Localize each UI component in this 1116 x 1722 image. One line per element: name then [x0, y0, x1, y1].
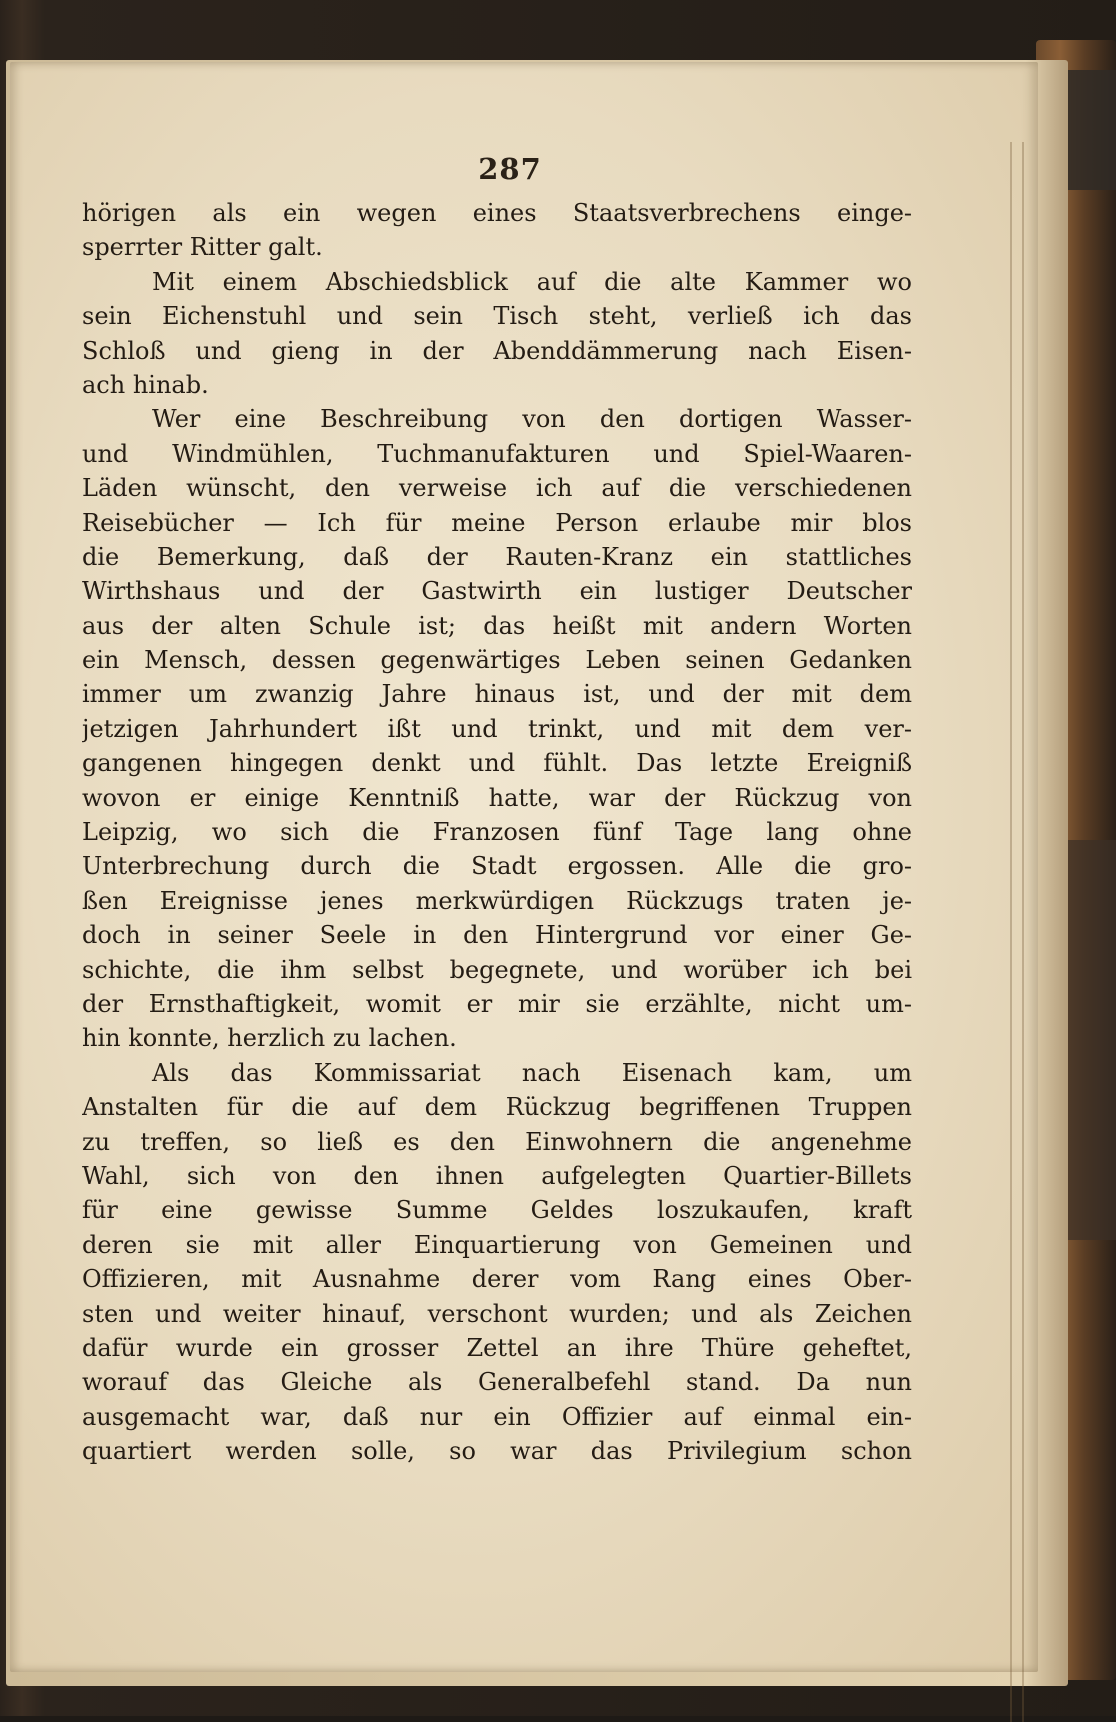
text-line: wovon er einige Kenntniß hatte, war der Rückzug von	[82, 783, 912, 812]
text-line: deren sie mit aller Einquartierung von Gemeinen und	[82, 1230, 912, 1259]
text-line: schichte, die ihm selbst begegnete, und worüber ich bei	[82, 955, 912, 984]
text-line: sein Eichenstuhl und sein Tisch steht, verließ ich das	[82, 302, 912, 331]
text-line: Schloß und gieng in der Abenddämmerung nach Eisen-	[82, 336, 912, 365]
text-line: die Bemerkung, daß der Rauten-Kranz ein stattliches	[82, 542, 912, 571]
text-line: hin konnte, herzlich zu lachen.	[82, 1024, 457, 1053]
text-line: Offizieren, mit Ausnahme derer vom Rang eines Ober-	[82, 1265, 912, 1294]
text-line: ein Mensch, dessen gegenwärtiges Leben seinen Gedanken	[82, 646, 912, 675]
text-line: Reisebücher — Ich für meine Person erlaube mir blos	[82, 508, 912, 537]
text-line: der Ernsthaftigkeit, womit er mir sie erzählte, nicht um-	[82, 989, 912, 1018]
text-line: ausgemacht war, daß nur ein Offizier auf einmal ein-	[82, 1402, 912, 1431]
text-line: doch in seiner Seele in den Hintergrund vor einer Ge-	[82, 921, 912, 950]
text-line: quartiert werden solle, so war das Privilegium schon	[82, 1437, 912, 1466]
page-number: 287	[478, 152, 542, 186]
text-line: immer um zwanzig Jahre hinaus ist, und der mit dem	[82, 680, 912, 709]
text-line: sperrter Ritter galt.	[82, 233, 323, 262]
text-line: Als das Kommissariat nach Eisenach kam, um	[152, 1058, 912, 1087]
text-line: für eine gewisse Summe Geldes loszukaufen, kraft	[82, 1196, 912, 1225]
text-line: Unterbrechung durch die Stadt ergossen. Alle die gro-	[82, 852, 912, 881]
text-line: jetzigen Jahrhundert ißt und trinkt, und mit dem ver-	[82, 714, 912, 743]
text-line: Mit einem Abschiedsblick auf die alte Kammer wo	[152, 267, 912, 296]
text-line: Wer eine Beschreibung von den dortigen Wasser-	[152, 405, 912, 434]
text-line: und Windmühlen, Tuchmanufakturen und Spiel-Waaren-	[82, 439, 912, 468]
page-edge-line	[1010, 142, 1012, 1722]
text-line: Wahl, sich von den ihnen aufgelegten Quartier-Billets	[82, 1161, 912, 1190]
text-line: zu treffen, so ließ es den Einwohnern die angenehme	[82, 1127, 912, 1156]
text-line: Leipzig, wo sich die Franzosen fünf Tage lang ohne	[82, 818, 912, 847]
text-line: Läden wünscht, den verweise ich auf die verschiedenen	[82, 474, 912, 503]
body-text	[82, 196, 912, 1468]
text-line: Anstalten für die auf dem Rückzug begriffenen Truppen	[82, 1093, 912, 1122]
text-line: dafür wurde ein grosser Zettel an ihre Thüre geheftet,	[82, 1333, 912, 1362]
text-line: gangenen hingegen denkt und fühlt. Das letzte Ereigniß	[82, 749, 912, 778]
text-line: aus der alten Schule ist; das heißt mit andern Worten	[82, 611, 912, 640]
text-line: ach hinab.	[82, 370, 209, 399]
text-line: hörigen als ein wegen eines Staatsverbrechens einge-	[82, 199, 912, 227]
text-line: ßen Ereignisse jenes merkwürdigen Rückzugs traten je-	[82, 886, 912, 915]
text-line: sten und weiter hinauf, verschont wurden; und als Zeichen	[82, 1299, 912, 1328]
text-line: worauf das Gleiche als Generalbefehl stand. Da nun	[82, 1368, 912, 1397]
text-line: Wirthshaus und der Gastwirth ein lustiger Deutscher	[82, 577, 912, 606]
page-edge-line	[1022, 142, 1024, 1722]
